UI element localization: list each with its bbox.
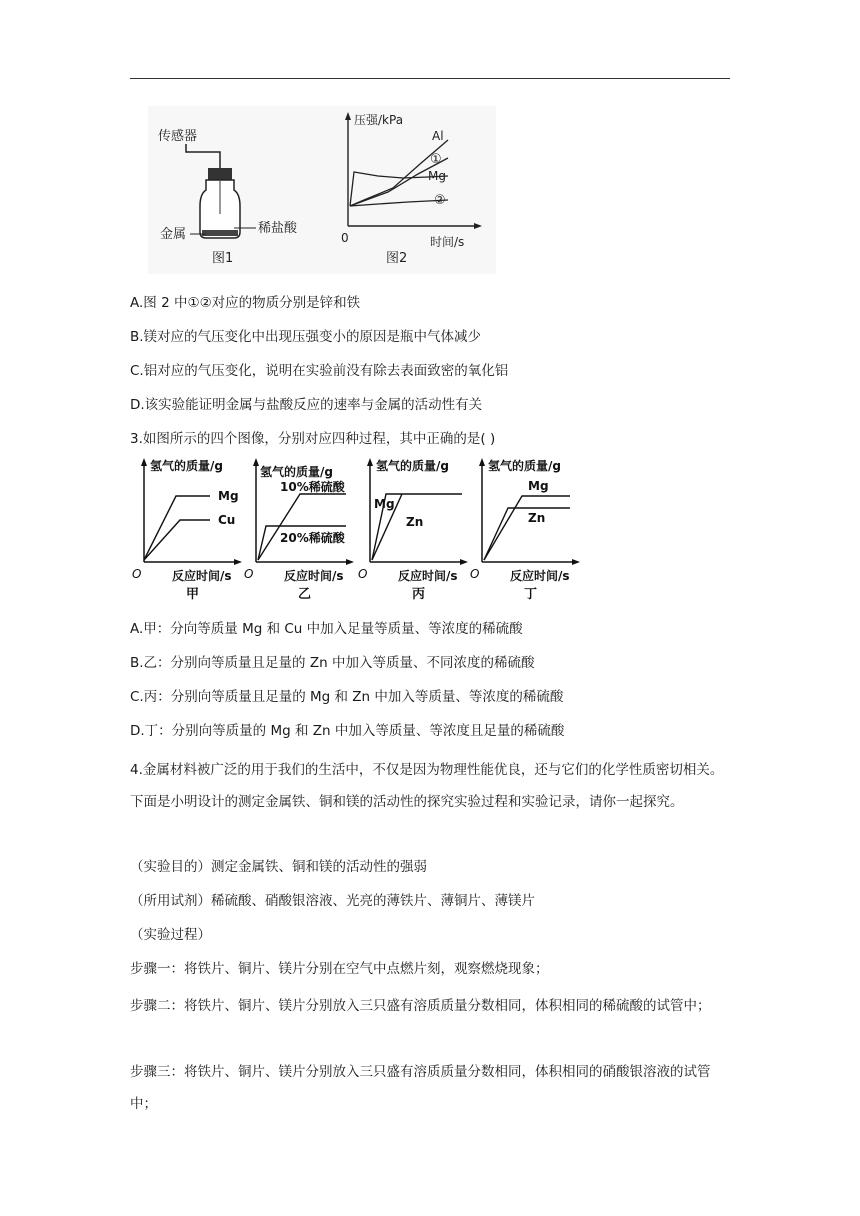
graph-jia-ylabel: 氢气的质量/g xyxy=(150,459,223,473)
metal-label: 金属 xyxy=(160,227,187,242)
experiment-purpose: （实验目的）测定金属铁、铜和镁的活动性的强弱 xyxy=(130,859,427,875)
graph-ding xyxy=(470,458,580,602)
q4-stem: 4.金属材料被广泛的用于我们的生活中，不仅是因为物理性能优良，还与它们的化学性质密切相关。下面是小明设计的测定金属铁、铜和镁的活动性的探究实验过程和实验记录，请你一起探究。 xyxy=(130,762,724,810)
graph-jia-origin: O xyxy=(132,567,142,581)
graph-yi-caption: 乙 xyxy=(298,587,312,602)
step-two: 步骤二：将铁片、铜片、镁片分别放入三只盛有溶质质量分数相同，体积相同的稀硫酸的试管中； xyxy=(130,998,711,1014)
q2-option-a: A.图 2 中①②对应的物质分别是锌和铁 xyxy=(130,295,361,311)
graph-bing-xlabel: 反应时间/s xyxy=(398,569,458,583)
q2-option-d: D.该实验能证明金属与盐酸反应的速率与金属的活动性有关 xyxy=(130,397,483,413)
figure2-xlabel: 时间/s xyxy=(430,235,465,249)
graph-bing-caption: 丙 xyxy=(412,587,426,602)
figure2-origin: 0 xyxy=(341,231,349,245)
graph-bing-ylabel: 氢气的质量/g xyxy=(376,459,449,473)
graph-yi xyxy=(244,458,354,602)
graph-bing xyxy=(358,458,468,602)
figure-four-graphs xyxy=(130,456,582,606)
figure1-caption: 图1 xyxy=(212,251,234,266)
graph-bing-label-mg: Mg xyxy=(374,497,395,511)
q3-option-a: A.甲：分向等质量 Mg 和 Cu 中加入足量等质量、等浓度的稀硫酸 xyxy=(130,621,523,637)
graph-yi-label-20: 20%稀硫酸 xyxy=(280,531,345,545)
graph-ding-xlabel: 反应时间/s xyxy=(510,569,570,583)
header-rule xyxy=(130,78,730,79)
step-three: 步骤三：将铁片、铜片、镁片分别放入三只盛有溶质质量分数相同，体积相同的硝酸银溶液的试管中； xyxy=(130,1064,711,1112)
experiment-reagents: （所用试剂）稀硫酸、硝酸银溶液、光亮的薄铁片、薄铜片、薄镁片 xyxy=(130,893,535,909)
graph-ding-ylabel: 氢气的质量/g xyxy=(488,459,561,473)
graph-bing-origin: O xyxy=(358,567,368,581)
graph-jia-label-cu: Cu xyxy=(218,513,236,527)
graph-jia-caption: 甲 xyxy=(186,587,200,602)
graph-ding-label-mg: Mg xyxy=(528,479,549,493)
curve-label-al: Al xyxy=(432,129,444,143)
q2-option-c: C.铝对应的气压变化，说明在实验前没有除去表面致密的氧化铝 xyxy=(130,363,509,379)
q3-option-d: D.丁：分别向等质量的 Mg 和 Zn 中加入等质量、等浓度且足量的稀硫酸 xyxy=(130,723,565,739)
graph-yi-origin: O xyxy=(244,567,254,581)
graph-jia-label-mg: Mg xyxy=(218,489,239,503)
acid-label: 稀盐酸 xyxy=(258,221,298,236)
graph-ding-origin: O xyxy=(470,567,480,581)
sensor-label: 传感器 xyxy=(158,129,198,144)
graph-jia-xlabel: 反应时间/s xyxy=(172,569,232,583)
graph-yi-label-10: 10%稀硫酸 xyxy=(280,480,345,494)
q3-option-c: C.丙：分别向等质量且足量的 Mg 和 Zn 中加入等质量、等浓度的稀硫酸 xyxy=(130,689,564,705)
figure-apparatus-and-pressure xyxy=(148,106,496,274)
curve-label-1: ① xyxy=(430,152,442,167)
graph-bing-label-zn: Zn xyxy=(406,515,424,529)
graph-ding-caption: 丁 xyxy=(524,587,538,602)
figure2-ylabel: 压强/kPa xyxy=(354,113,404,127)
experiment-process: （实验过程） xyxy=(130,927,211,943)
graph-yi-xlabel: 反应时间/s xyxy=(284,569,344,583)
figure2-caption: 图2 xyxy=(386,251,408,266)
q2-option-b: B.镁对应的气压变化中出现压强变小的原因是瓶中气体减少 xyxy=(130,329,482,345)
graph-ding-label-zn: Zn xyxy=(528,511,546,525)
graph-yi-ylabel: 氢气的质量/g xyxy=(260,465,333,479)
graph-jia xyxy=(132,458,242,602)
q3-stem: 3.如图所示的四个图像，分别对应四种过程，其中正确的是( ) xyxy=(130,431,496,447)
step-one: 步骤一：将铁片、铜片、镁片分别在空气中点燃片刻，观察燃烧现象； xyxy=(130,961,549,977)
curve-label-mg: Mg xyxy=(428,169,446,183)
q3-option-b: B.乙：分别向等质量且足量的 Zn 中加入等质量、不同浓度的稀硫酸 xyxy=(130,655,535,671)
curve-label-2: ② xyxy=(434,193,446,208)
